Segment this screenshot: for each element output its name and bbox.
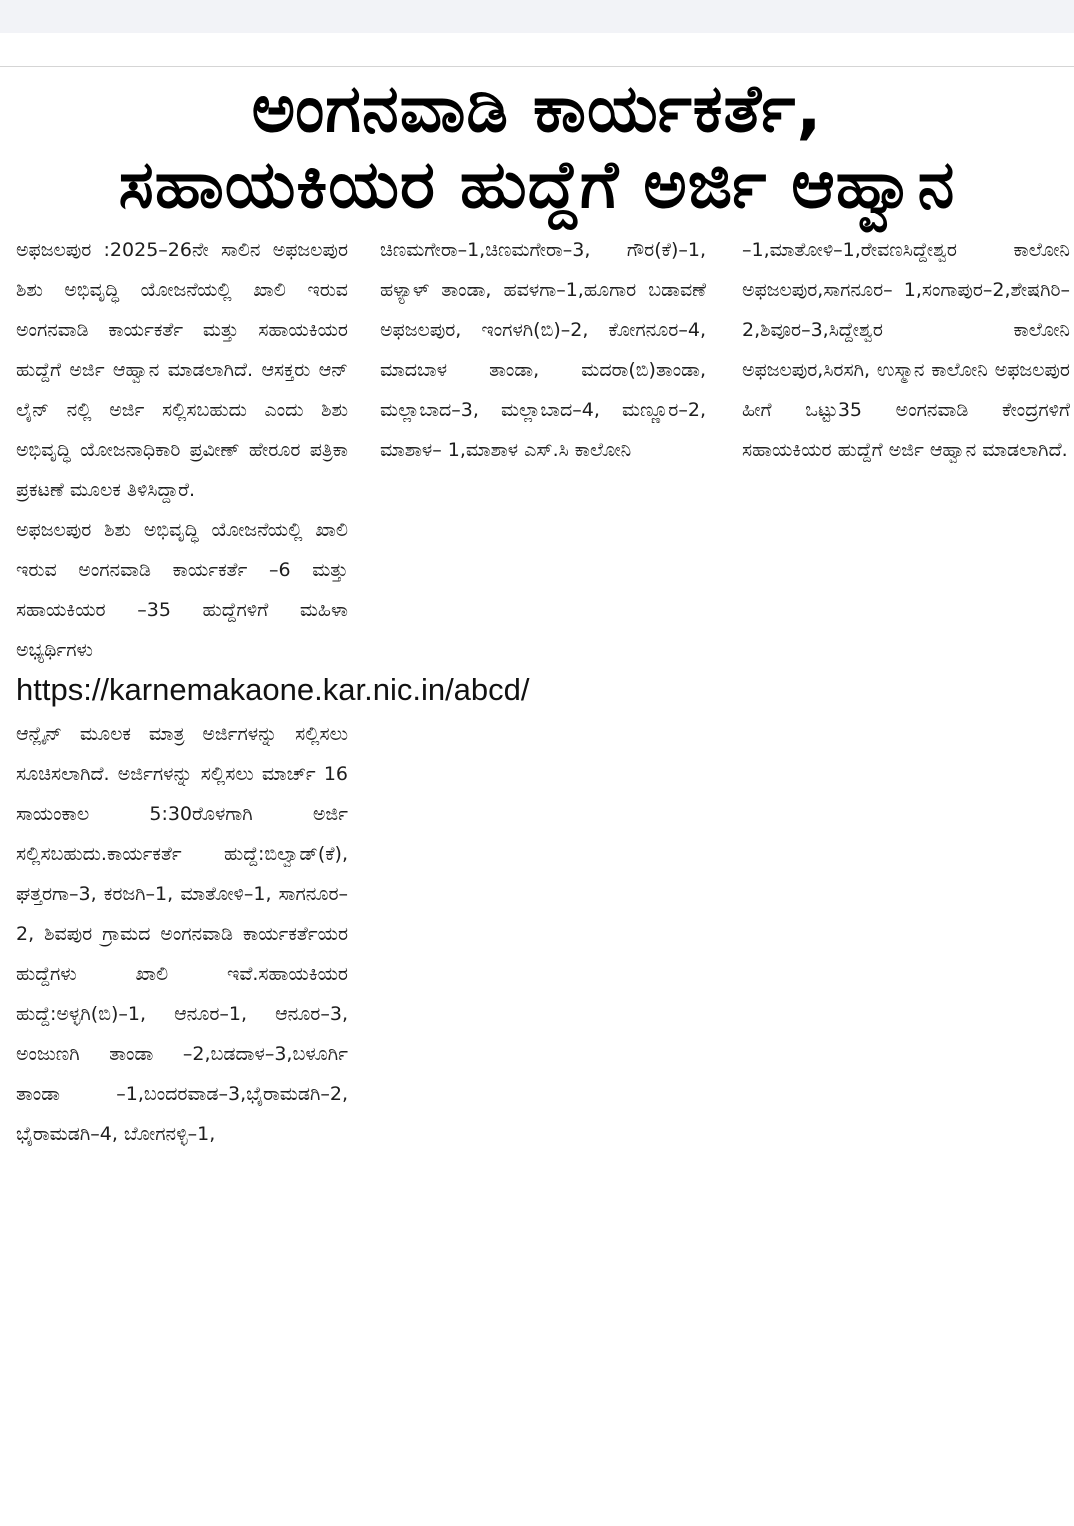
article-paragraph-1: ಅಫಜಲಪುರ :2025–26ನೇ ಸಾಲಿನ ಅಫಜಲಪುರ ಶಿಶು ಅಭಿವೃದ್ಧಿ ಯೋಜನೆಯಲ್ಲಿ ಖಾಲಿ ಇರುವ ಅಂಗನವಾಡಿ ಕಾರ್ಯಕರ್ತೆ ಮತ್ತು ಸಹಾಯಕಿಯರ ಹುದ್ದೆಗೆ ಅರ್ಜಿ ಆಹ್ವಾನ ಮಾಡಲಾಗಿದೆ. ಆಸಕ್ತರು ಆನ್ ಲೈನ್ ನಲ್ಲಿ ಅರ್ಜಿ ಸಲ್ಲಿಸಬಹುದು ಎಂದು ಶಿಶು ಅಭಿವೃದ್ಧಿ ಯೋಜನಾಧಿಕಾರಿ ಪ್ರವೀಣ್ ಹೇರೂರ ಪತ್ರಿಕಾ ಪ್ರಕಟಣೆ ಮೂಲಕ ತಿಳಿಸಿದ್ದಾರೆ. bbox=[16, 239, 348, 501]
application-url: https://karnemakaone.kar.nic.in/abcd/ bbox=[16, 672, 530, 707]
article-paragraph-2-part-b: ಆನ್ಲೈನ್ ಮೂಲಕ ಮಾತ್ರ ಅರ್ಜಿಗಳನ್ನು ಸಲ್ಲಿಸಲು ಸೂಚಿಸಲಾಗಿದೆ. ಅರ್ಜಿಗಳನ್ನು ಸಲ್ಲಿಸಲು ಮಾರ್ಚ್ 16 ಸಾಯಂಕಾಲ 5:30ರೊಳಗಾಗಿ ಅರ್ಜಿ ಸಲ್ಲಿಸಬಹುದು.ಕಾರ್ಯಕರ್ತೆ ಹುದ್ದೆ:ಬಿಲ್ವಾಡ್(ಕೆ), ಘತ್ತರಗಾ–3, ಕರಜಗಿ–1, ಮಾತೋಳಿ–1, ಸಾಗನೂರ–2, ಶಿವಪುರ ಗ್ರಾಮದ ಅಂಗನವಾಡಿ ಕಾರ್ಯಕರ್ತೆಯರ ಹುದ್ದೆಗಳು ಖಾಲಿ ಇವೆ.ಸಹಾಯಕಿಯರ ಹುದ್ದೆ:ಅಳ್ಳಗಿ(ಬಿ)–1, ಆನೂರ–1, ಆನೂರ–3, ಅಂಜುಣಗಿ ತಾಂಡಾ –2,ಬಡದಾಳ–3,ಬಳೂರ್ಗಿ ತಾಂಡಾ –1,ಬಂದರವಾಡ–3,ಭೈರಾಮಡಗಿ–2, ಭೈರಾಮಡಗಿ–4, ಬೋಗನಳ್ಳಿ–1, bbox=[16, 723, 348, 1145]
headline-line-2: ಸಹಾಯಕಿಯರ ಹುದ್ದೆಗೆ ಅರ್ಜಿ ಆಹ್ವಾನ bbox=[118, 146, 956, 223]
article-paragraph-2-part-a: ಅಫಜಲಪುರ ಶಿಶು ಅಭಿವೃದ್ಧಿ ಯೋಜನೆಯಲ್ಲಿ ಖಾಲಿ ಇರುವ ಅಂಗನವಾಡಿ ಕಾರ್ಯಕರ್ತೆ –6 ಮತ್ತು ಸಹಾಯಕಿಯರ –35 ಹುದ್ದೆಗಳಿಗೆ ಮಹಿಳಾ ಅಭ್ಯರ್ಥಿಗಳು bbox=[16, 519, 348, 661]
top-bar bbox=[0, 0, 1074, 33]
article-column-3 bbox=[742, 230, 1070, 470]
article-paragraph-2 bbox=[16, 510, 530, 1154]
article-column-1 bbox=[16, 230, 530, 1154]
article-column-3-text: –1,ಮಾತೋಳಿ–1,ರೇವಣಸಿದ್ದೇಶ್ವರ ಕಾಲೋನಿ ಅಫಜಲಪುರ,ಸಾಗನೂರ– 1,ಸಂಗಾಪುರ–2,ಶೇಷಗಿರಿ– 2,ಶಿವೂರ–3,ಸಿದ್ದೇಶ್ವರ ಕಾಲೋನಿ ಅಫಜಲಪುರ,ಸಿರಸಗಿ, ಉಸ್ಮಾನ ಕಾಲೋನಿ ಅಫಜಲಪುರ ಹೀಗೆ ಒಟ್ಟು35 ಅಂಗನವಾಡಿ ಕೇಂದ್ರಗಳಿಗೆ ಸಹಾಯಕಿಯರ ಹುದ್ದೆಗೆ ಅರ್ಜಿ ಆಹ್ವಾನ ಮಾಡಲಾಗಿದೆ. bbox=[742, 239, 1070, 461]
article-column-2 bbox=[380, 230, 706, 470]
article-column-2-text: ಚಿಣಮಗೇರಾ–1,ಚಿಣಮಗೇರಾ–3, ಗೌರ(ಕೆ)–1, ಹಳ್ಯಾಳ್ ತಾಂಡಾ, ಹವಳಗಾ–1,ಹೂಗಾರ ಬಡಾವಣೆ ಅಫಜಲಪುರ, ಇಂಗಳಗಿ(ಬಿ)–2, ಕೋಗನೂರ–4, ಮಾದಬಾಳ ತಾಂಡಾ, ಮದರಾ(ಬಿ)ತಾಂಡಾ, ಮಲ್ಲಾಬಾದ–3, ಮಲ್ಲಾಬಾದ–4, ಮಣ್ಣೂರ–2, ಮಾಶಾಳ– 1,ಮಾಶಾಳ ಎಸ್.ಸಿ ಕಾಲೋನಿ bbox=[380, 239, 706, 461]
headline-line-1: ಅಂಗನವಾಡಿ ಕಾರ್ಯಕರ್ತೆ, bbox=[251, 70, 823, 147]
